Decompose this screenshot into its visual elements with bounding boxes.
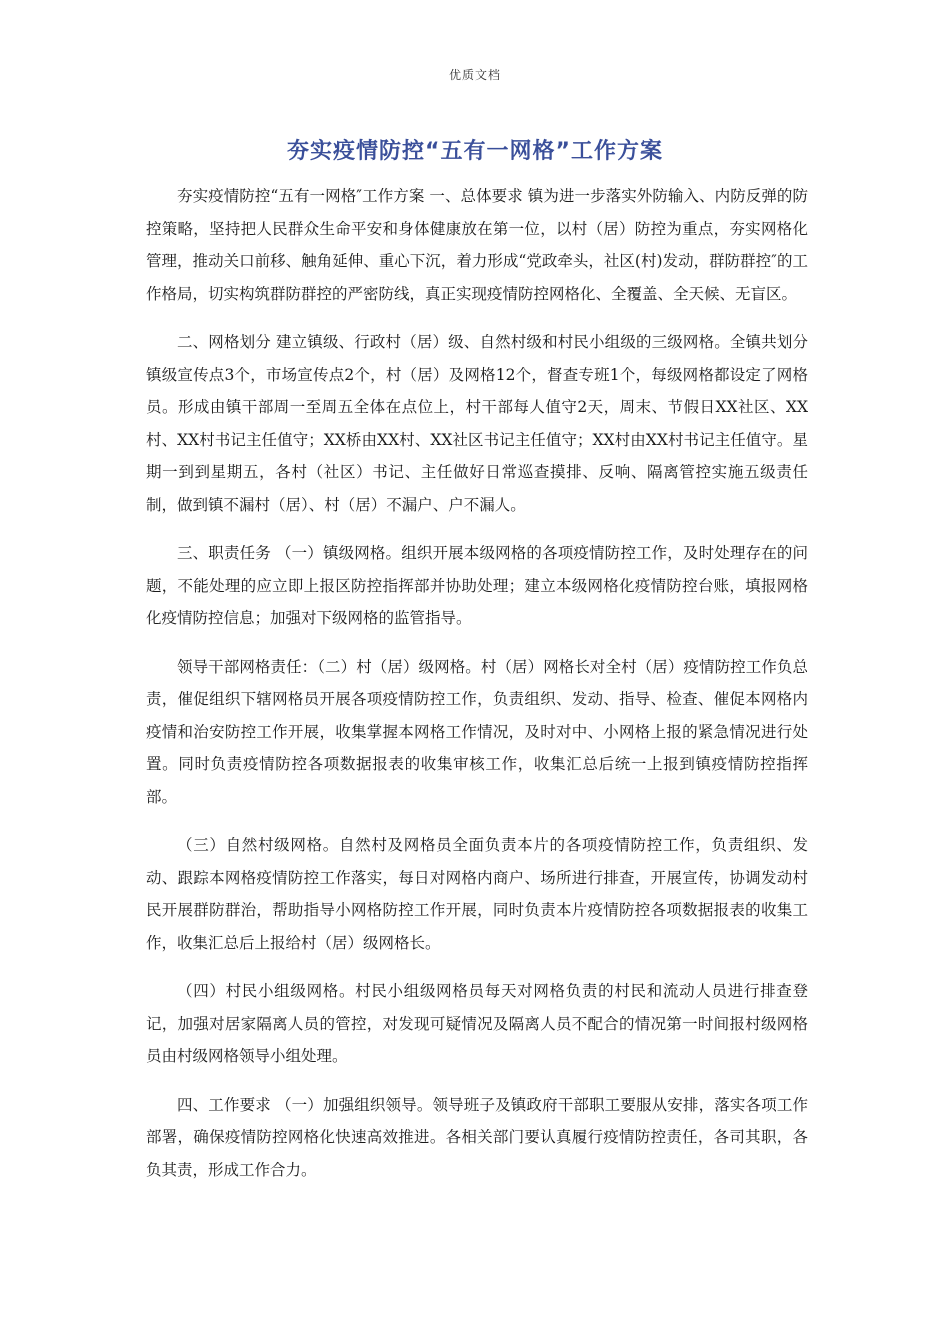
paragraph-village-grid: 领导干部网格责任：（二）村（居）级网格。村（居）网格长对全村（居）疫情防控工作负总责，催促组织下辖网格员开展各项疫情防控工作，负责组织、发动、指导、检查、催促本网格内疫情和治安防控工作开展，收集掌握本网格工作情况，及时对中、小网格上报的紧急情况进行处置。同时负责疫情防控各项数据报表的收集审核工作，收集汇总后统一上报到镇疫情防控指挥部。 (146, 657, 808, 806)
paragraph-duties-town-grid: 三、职责任务 （一）镇级网格。组织开展本级网格的各项疫情防控工作，及时处理存在的问题，不能处理的应立即上报区防控指挥部并协助处理；建立本级网格化疫情防控台账，填报网格化疫情防控信息；加强对下级网格的监管指导。 (146, 544, 808, 627)
paragraph-grid-division: 二、网格划分 建立镇级、行政村（居）级、自然村级和村民小组级的三级网格。全镇共划分镇级宣传点3个，市场宣传点2个，村（居）及网格12个，督查专班1个，每级网格都设定了网格员。形成由镇干部周一至周五全体在点位上，村干部每人值守2天，周末、节假日XX社区、XX村、XX村书记主任值守；XX桥由XX村、XX社区书记主任值守；XX村由XX村书记主任值守。星期一到到星期五，各村（社区）书记、主任做好日常巡查摸排、反响、隔离管控实施五级责任制，做到镇不漏村（居）、村（居）不漏户、户不漏人。 (146, 333, 808, 514)
page-header-label: 优质文档 (448, 68, 501, 82)
paragraph-natural-village-grid: （三）自然村级网格。自然村及网格员全面负责本片的各项疫情防控工作，负责组织、发动、跟踪本网格疫情防控工作落实，每日对网格内商户、场所进行排查，开展宣传，协调发动村民开展群防群治，帮助指导小网格防控工作开展，同时负责本片疫情防控各项数据报表的收集工作，收集汇总后上报给村（居）级网格长。 (146, 836, 808, 952)
paragraph-overall-requirements: 夯实疫情防控“五有一网格″工作方案 一、总体要求 镇为进一步落实外防输入、内防反弹的防控策略，坚持把人民群众生命平安和身体健康放在第一位，以村（居）防控为重点，夯实网格化管理，推动关口前移、触角延伸、重心下沉，着力形成“党政牵头，社区(村)发动，群防群控″的工作格局，切实构筑群防群控的严密防线，真正实现疫情防控网格化、全覆盖、全天候、无盲区。 (146, 187, 808, 303)
document-body (146, 180, 808, 1202)
paragraph-villager-group-grid: （四）村民小组级网格。村民小组级网格员每天对网格负责的村民和流动人员进行排查登记，加强对居家隔离人员的管控，对发现可疑情况及隔离人员不配合的情况第一时间报村级网格员由村级网格领导小组处理。 (146, 982, 808, 1065)
document-title: 夯实疫情防控“五有一网格”工作方案 (287, 139, 663, 164)
paragraph-work-requirements: 四、工作要求 （一）加强组织领导。领导班子及镇政府干部职工要服从安排，落实各项工作部署，确保疫情防控网格化快速高效推进。各相关部门要认真履行疫情防控责任，各司其职，各负其责，形成工作合力。 (146, 1095, 808, 1179)
